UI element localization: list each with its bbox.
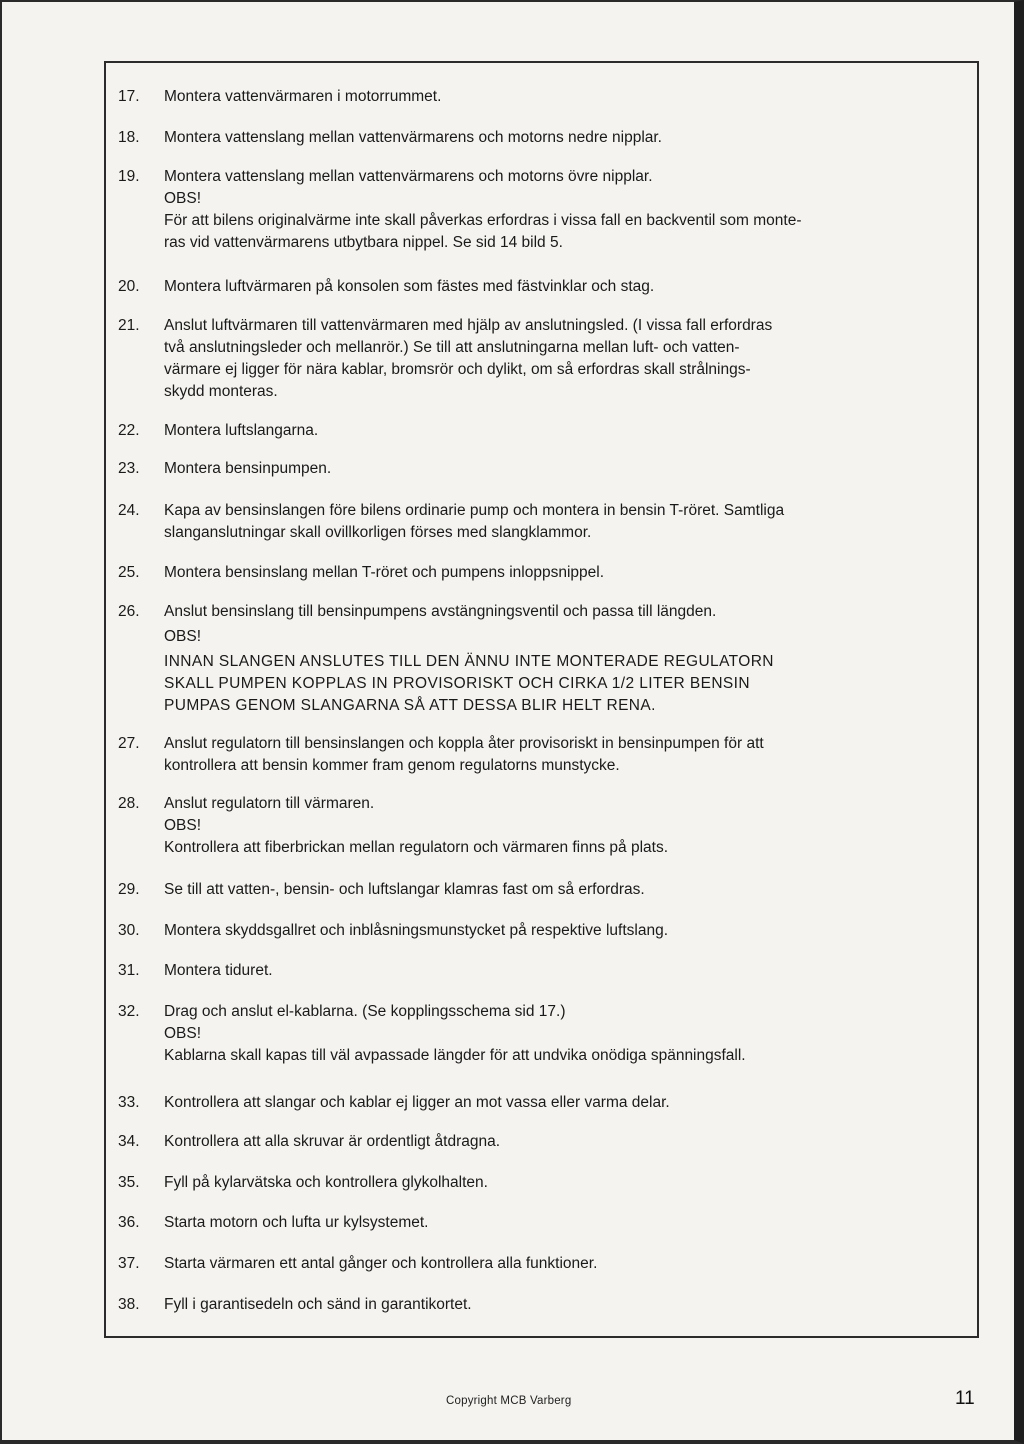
item-number: 24. [118,502,140,519]
item-number: 30. [118,922,140,939]
item-number: 35. [118,1174,140,1191]
item-number: 38. [118,1296,140,1313]
item-number: 21. [118,317,140,334]
warning-text: INNAN SLANGEN ANSLUTES TILL DEN ÄNNU INTE MONTERADE REGULATORN SKALL PUMPEN KOPPLAS IN PROVISORISKT OCH CIRKA 1/2 LITER BENSIN PUMPAS GENOM SLANGARNA SÅ ATT DESSA BLIR HELT RENA. [164,653,774,714]
item-number: 22. [118,422,140,439]
item-number: 18. [118,129,140,146]
item-text: Montera vattenvärmaren i motorrummet. [164,88,442,105]
item-number: 37. [118,1255,140,1272]
obs-label: OBS! [164,628,202,645]
obs-label: OBS! [164,1025,202,1042]
item-text: Montera skyddsgallret och inblåsningsmunstycket på respektive luftslang. [164,922,669,939]
item-text: Montera vattenslang mellan vattenvärmarens och motorns nedre nipplar. [164,129,662,146]
item-number: 20. [118,278,140,295]
item-number: 36. [118,1214,140,1231]
footer-copyright: Copyright MCB Varberg [446,1395,572,1407]
item-text: Kontrollera att alla skruvar är ordentligt åtdragna. [164,1133,501,1150]
item-number: 29. [118,881,140,898]
item-text: Anslut bensinslang till bensinpumpens avstängningsventil och passa till längden. OBS! [164,601,904,648]
item-text: Drag och anslut el-kablarna. (Se kopplingsschema sid 17.) OBS! Kablarna skall kapas till väl avpassade längder för att undvika onödiga spänningsfall. [164,1001,904,1067]
item-text: Montera bensinslang mellan T-röret och pumpens inloppsnippel. [164,564,605,581]
item-text: Anslut regulatorn till bensinslangen och koppla åter provisoriskt in bensinpumpen för att kontrollera att bensin kommer fram genom regulatorns munstycke. [164,735,764,774]
item-text: Montera vattenslang mellan vattenvärmarens och motorns övre nipplar. OBS! För att bilens originalvärme inte skall påverkas erfordras i vissa fall en backventil som monte- ras vid vattenvärmarens utbytbara nippel. Se sid 14 bild 5. [164,166,904,254]
item-number: 23. [118,460,140,477]
item-number: 33. [118,1094,140,1111]
item-text: Anslut regulatorn till värmaren. OBS! Kontrollera att fiberbrickan mellan regulatorn och värmaren finns på plats. [164,793,904,859]
item-number: 27. [118,735,140,752]
item-text: Montera bensinpumpen. [164,460,332,477]
item-text: Kapa av bensinslangen före bilens ordinarie pump och montera in bensin T-röret. Samtliga slanganslutningar skall ovillkorligen förses med slangklammor. [164,502,785,541]
item-number: 34. [118,1133,140,1150]
obs-label: OBS! [164,817,202,834]
item-number: 32. [118,1003,140,1020]
item-text: Kontrollera att slangar och kablar ej ligger an mot vassa eller varma delar. [164,1094,670,1111]
item-text: Anslut luftvärmaren till vattenvärmaren med hjälp av anslutningsled. (I vissa fall erfordras två anslutningsleder och mellanrör.) Se till att anslutningarna mellan luft- och vatten- värmare ej ligger för nära kablar, bromsrör och dylikt, om så erfordras skall strålnings- skydd monteras. [164,317,773,400]
item-text: Montera luftvärmaren på konsolen som fästes med fästvinklar och stag. [164,278,655,295]
item-number: 31. [118,962,140,979]
item-text: Starta värmaren ett antal gånger och kontrollera alla funktioner. [164,1255,598,1272]
item-number: 19. [118,168,140,185]
item-text: Se till att vatten-, bensin- och luftslangar klamras fast om så erfordras. [164,881,645,898]
item-number: 26. [118,603,140,620]
item-text: Starta motorn och lufta ur kylsystemet. [164,1214,429,1231]
item-number: 17. [118,88,140,105]
item-text: Montera tiduret. [164,962,273,979]
item-text: Fyll på kylarvätska och kontrollera glykolhalten. [164,1174,488,1191]
item-number: 25. [118,564,140,581]
page-number: 11 [955,1388,975,1409]
item-text: Montera luftslangarna. [164,422,319,439]
item-text: Fyll i garantisedeln och sänd in garantikortet. [164,1296,472,1313]
item-number: 28. [118,795,140,812]
obs-label: OBS! [164,190,202,207]
